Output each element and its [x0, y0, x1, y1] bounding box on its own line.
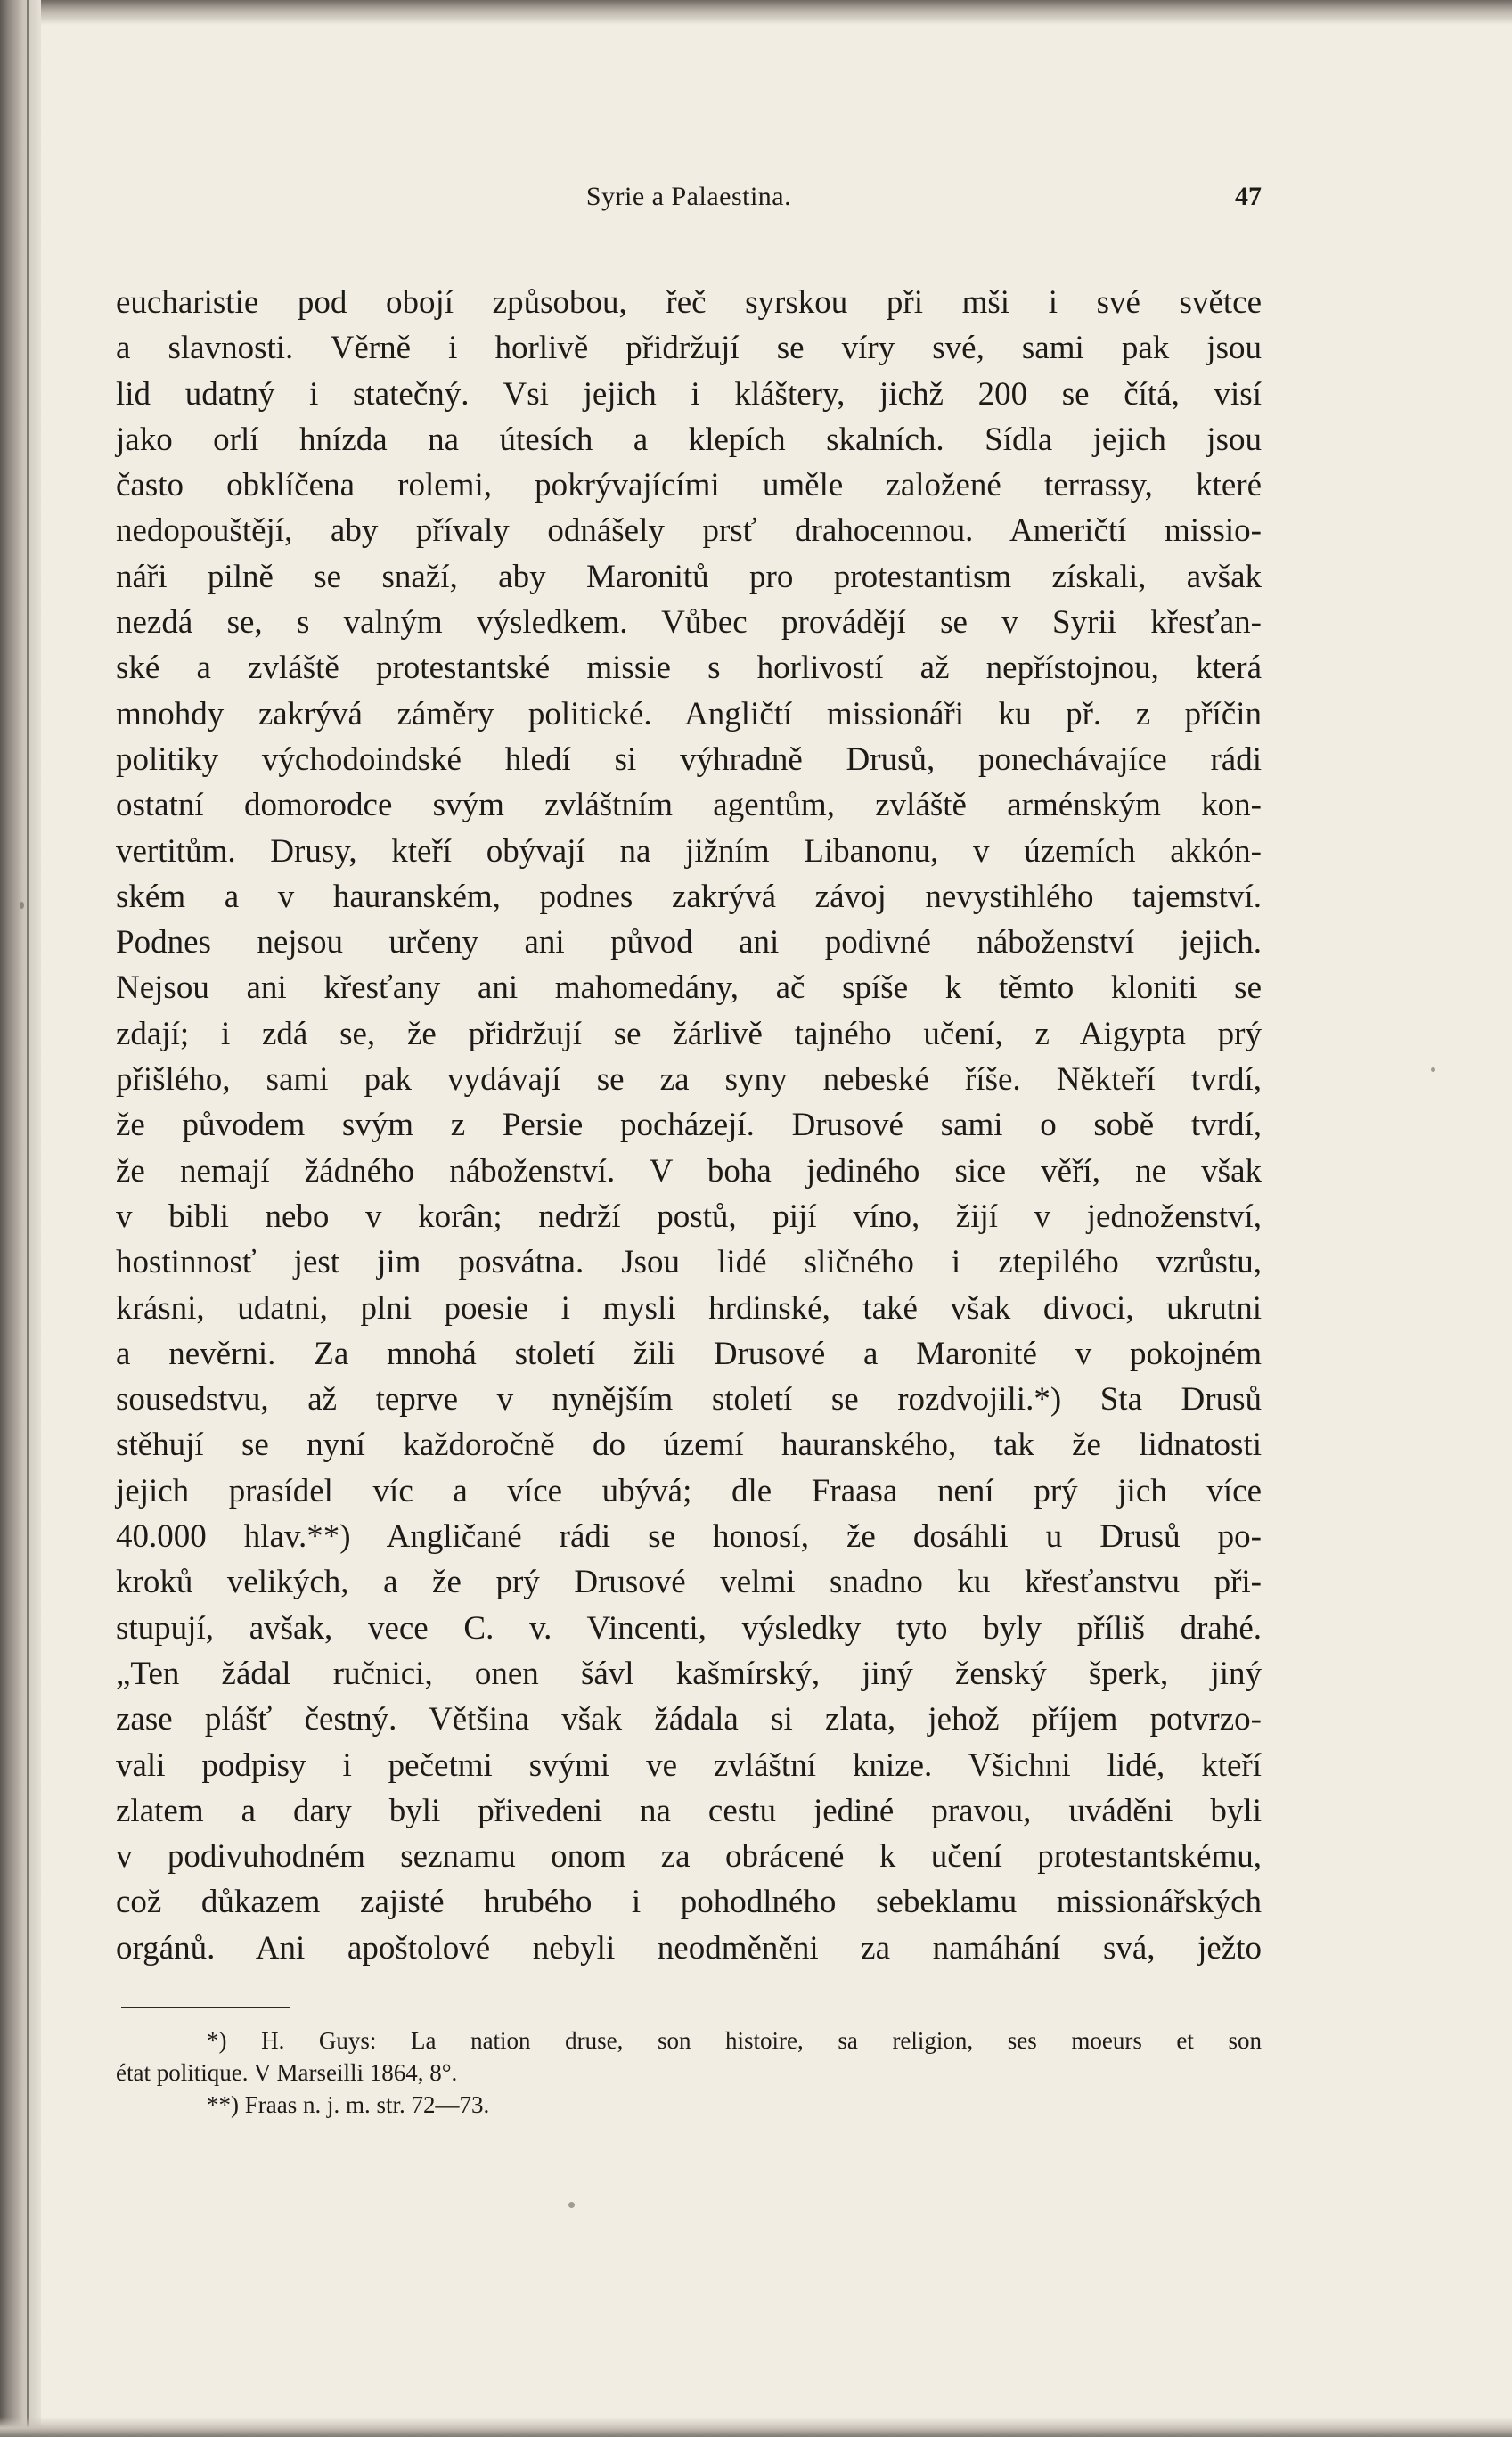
text-line: a slavnosti. Věrně i horlivě přidržují se víry své, sami pak jsou [116, 330, 1262, 367]
text-line: což důkazem zajisté hrubého i pohodlného sebeklamu missionářských [116, 1884, 1262, 1921]
book-page [116, 178, 1262, 2121]
text-line: že nemají žádného náboženství. V boha jediného sice věří, ne však [116, 1152, 1262, 1190]
text-line: vali podpisy i pečetmi svými ve zvláštní knize. Všichni lidé, kteří [116, 1746, 1262, 1784]
body-text [116, 280, 1262, 1971]
text-line: ské a zvláště protestantské missie s horlivostí až nepřístojnou, která [116, 650, 1262, 687]
text-line: sousedstvu, až teprve v nynějším století se rozdvojili.*) Sta Drusů [116, 1381, 1262, 1419]
paper-speck [1431, 1067, 1435, 1072]
page-top-edge [41, 0, 1512, 25]
paper-speck [20, 902, 24, 909]
footnote-line: **) Fraas n. j. m. str. 72—73. [207, 2090, 490, 2118]
text-line: vertitům. Drusy, kteří obývají na jižním Libanonu, v územích akkón- [116, 832, 1262, 870]
text-line: mnohdy zakrývá záměry politické. Angličtí missionáři ku př. z příčin [116, 695, 1262, 732]
text-line: zdají; i zdá se, že přidržují se žárlivě tajného učení, z Aigypta prý [116, 1015, 1262, 1052]
text-line: a nevěrni. Za mnohá století žili Drusové a Maronité v pokojném [116, 1335, 1262, 1372]
text-line: že původem svým z Persie pocházejí. Drusové sami o sobě tvrdí, [116, 1107, 1262, 1144]
text-line: stupují, avšak, vece C. v. Vincenti, výsledky tyto byly příliš drahé. [116, 1609, 1262, 1647]
text-line: orgánů. Ani apoštolové nebyli neodměněni za namáhání svá, ježto [116, 1929, 1262, 1967]
text-line: Nejsou ani křesťany ani mahomedány, ač spíše k těmto kloniti se [116, 969, 1262, 1007]
running-head [116, 178, 1262, 223]
text-line: lid udatný i statečný. Vsi jejich i kláštery, jichž 200 se čítá, visí [116, 375, 1262, 413]
text-line: náři pilně se snaží, aby Maronitů pro protestantism získali, avšak [116, 558, 1262, 595]
text-line: nezdá se, s valným výsledkem. Vůbec provádějí se v Syrii křesťan- [116, 604, 1262, 642]
text-line: zase plášť čestný. Většina však žádala si zlata, jehož příjem potvrzo- [116, 1701, 1262, 1738]
binding-shadow-line [27, 0, 29, 2437]
text-line: stěhují se nyní každoročně do území hauranského, tak že lidnatosti [116, 1427, 1262, 1464]
text-line: Podnes nejsou určeny ani původ ani podivné náboženství jejich. [116, 924, 1262, 961]
text-line: v podivuhodném seznamu onom za obrácené k učení protestantskému, [116, 1838, 1262, 1876]
paper-speck [568, 2202, 575, 2208]
book-binding-edge [0, 0, 41, 2437]
text-line: v bibli nebo v korân; nedrží postů, pijí víno, žijí v jednoženství, [116, 1198, 1262, 1235]
text-line: přišlého, sami pak vydávají se za syny nebeské říše. Někteří tvrdí, [116, 1061, 1262, 1099]
text-line: „Ten žádal ručnici, onen šávl kašmírský, jiný ženský šperk, jiný [116, 1655, 1262, 1692]
text-line: krásni, udatni, plni poesie i mysli hrdinské, také však divoci, ukrutni [116, 1289, 1262, 1327]
text-line: často obklíčena rolemi, pokrývajícími uměle založené terrassy, které [116, 467, 1262, 504]
footnote-line: *) H. Guys: La nation druse, son histoire, sa religion, ses moeurs et son [207, 2026, 1262, 2054]
text-line: hostinnosť jest jim posvátna. Jsou lidé sličného i ztepilého vzrůstu, [116, 1244, 1262, 1281]
running-title: Syrie a Palaestina. [585, 182, 792, 211]
text-line: eucharistie pod obojí způsobou, řeč syrskou při mši i své světce [116, 284, 1262, 321]
text-line: ostatní domorodce svým zvláštním agentům, zvláště arménským kon- [116, 787, 1262, 824]
page-number: 47 [1235, 182, 1262, 211]
footnotes [116, 2024, 1262, 2121]
text-line: zlatem a dary byli přivedeni na cestu jediné pravou, uváděni byli [116, 1792, 1262, 1829]
text-line: nedopouštějí, aby přívaly odnášely prsť drahocennou. Američtí missio- [116, 512, 1262, 550]
footnote-line: état politique. V Marseilli 1864, 8°. [116, 2058, 458, 2086]
footnote-rule [121, 2007, 290, 2008]
text-line: ském a v hauranském, podnes zakrývá závoj nevystihlého tajemství. [116, 878, 1262, 915]
text-line: jako orlí hnízda na útesích a klepích skalních. Sídla jejich jsou [116, 421, 1262, 458]
text-line: 40.000 hlav.**) Angličané rádi se honosí, že dosáhli u Drusů po- [116, 1518, 1262, 1556]
text-line: kroků velikých, a že prý Drusové velmi snadno ku křesťanstvu při- [116, 1564, 1262, 1601]
page-bottom-edge [0, 2417, 1512, 2437]
text-line: jejich prasídel víc a více ubývá; dle Fraasa není prý jich více [116, 1472, 1262, 1509]
text-line: politiky východoindské hledí si výhradně Drusů, ponechávajíce rádi [116, 740, 1262, 778]
